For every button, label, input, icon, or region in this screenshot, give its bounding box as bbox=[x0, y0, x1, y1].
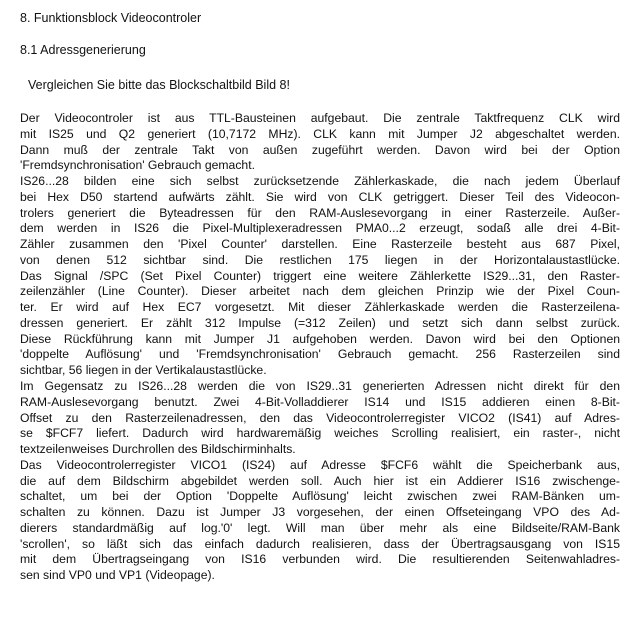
text-line: bei Hex D50 startend aufwärts zählt. Sie wird von CLK getriggert. Dieser Teil des Videocon- bbox=[20, 189, 620, 204]
text-line: Im Gegensatz zu IS26...28 werden die von IS29..31 generierten Adressen nicht direkt für den bbox=[20, 379, 620, 394]
text-line: die auf dem Bildschirm abgebildet werden soll. Auch hier ist ein Addierer IS16 zwischenge- bbox=[20, 473, 620, 488]
text-line: schalten zu können. Dazu ist Jumper J3 vorgesehen, der einen Offseteingang VPO des Ad- bbox=[20, 505, 620, 520]
text-line: sichtbar, 56 liegen in der Vertikalaustastlücke. bbox=[20, 363, 267, 378]
text-line: Zähler zusammen den 'Pixel Counter' darstellen. Eine Rasterzeile besteht aus 687 Pixel, bbox=[20, 237, 620, 252]
text-line: zeilenzähler (Line Counter). Dieser arbeitet nach dem gleichen Prinzip wie der Pixel Coun- bbox=[20, 284, 620, 299]
text-line: dierers standardmäßig auf log.'0' legt. Will man über mehr als eine Bildseite/RAM-Bank bbox=[20, 520, 620, 535]
text-line: textzeilenweises Durchrollen des Bildschirminhalts. bbox=[20, 442, 296, 457]
text-line: RAM-Auslesevorgang benutzt. Zwei 4-Bit-Volladdierer IS14 und IS15 addieren einen 8-Bit- bbox=[20, 394, 620, 409]
text-line: 'doppelte Auflösung' und 'Fremdsynchronisation' Gebrauch gemacht. 256 Rasterzeilen sind bbox=[20, 347, 620, 362]
text-line: mit dem Übertragseingang von IS16 verbunden wird. Die resultierenden Seitenwahladres- bbox=[20, 552, 620, 567]
text-line: Der Videocontroler ist aus TTL-Bausteinen aufgebaut. Die zentrale Taktfrequenz CLK wird bbox=[20, 111, 620, 125]
text-line: dem werden in IS26 die Pixel-Multiplexeradressen PMA0...2 erzeugt, sodaß alle drei 4-Bit- bbox=[20, 221, 620, 236]
text-line: IS26...28 bilden eine sich selbst zurücksetzende Zählerkaskade, die nach jedem Überlauf bbox=[20, 174, 620, 189]
subsection-heading: 8.1 Adressgenerierung bbox=[20, 43, 146, 57]
text-line: von denen 512 sichtbar sind. Die restlichen 175 liegen in der Horizontalaustastlücke. bbox=[20, 252, 620, 267]
text-line: sen sind VP0 und VP1 (Videopage). bbox=[20, 568, 215, 583]
text-line: se $FCF7 liefert. Dadurch wird hardwaremäßig weiches Scrolling realisiert, ein raster-, nicht bbox=[20, 426, 620, 441]
intro-sentence: Vergleichen Sie bitte das Blockschaltbild Bild 8! bbox=[28, 78, 290, 92]
text-line: trolers generiert die Byteadressen für den RAM-Auslesevorgang in einer Rasterzeile. Außer- bbox=[20, 205, 620, 220]
section-heading: 8. Funktionsblock Videocontroler bbox=[20, 11, 202, 25]
body-text bbox=[20, 111, 620, 584]
text-line: mit IS25 und Q2 generiert (10,7172 MHz). CLK kann mit Jumper J2 abgeschaltet werden. bbox=[20, 126, 620, 141]
text-line: Das Videocontrolerregister VICO1 (IS24) auf Adresse $FCF6 wählt die Speicherbank aus, bbox=[20, 457, 620, 472]
text-line: 'scrollen', so läßt sich das einfach dadurch realisieren, dass der Übertragsausgang von IS15 bbox=[20, 536, 620, 551]
text-line: Diese Rückführung kann mit Jumper J1 aufgehoben werden. Davon wird bei den Optionen bbox=[20, 331, 620, 346]
text-line: dressen generiert. Er zählt 312 Impulse (=312 Zeilen) und setzt sich dann selbst zurück. bbox=[20, 315, 620, 330]
text-line: Offset zu den Rasterzeilenadressen, den das Videocontrolerregister VICO2 (IS41) auf Adres- bbox=[20, 410, 620, 425]
text-line: Dann muß der zentrale Takt von außen zugeführt werden. Davon wird bei der Option bbox=[20, 142, 620, 157]
text-line: Das Signal /SPC (Set Pixel Counter) triggert eine weitere Zählerkette IS29...31, den Raster- bbox=[20, 268, 620, 283]
text-line: ter. Er wird auf Hex EC7 vorgesetzt. Mit dieser Zählerkaskade werden die Rasterzeilena- bbox=[20, 300, 620, 315]
text-line: schaltet, um bei der Option 'Doppelte Auflösung' leicht zwischen zwei RAM-Bänken um- bbox=[20, 489, 620, 504]
text-line: 'Fremdsynchronisation' Gebrauch gemacht. bbox=[20, 158, 255, 173]
